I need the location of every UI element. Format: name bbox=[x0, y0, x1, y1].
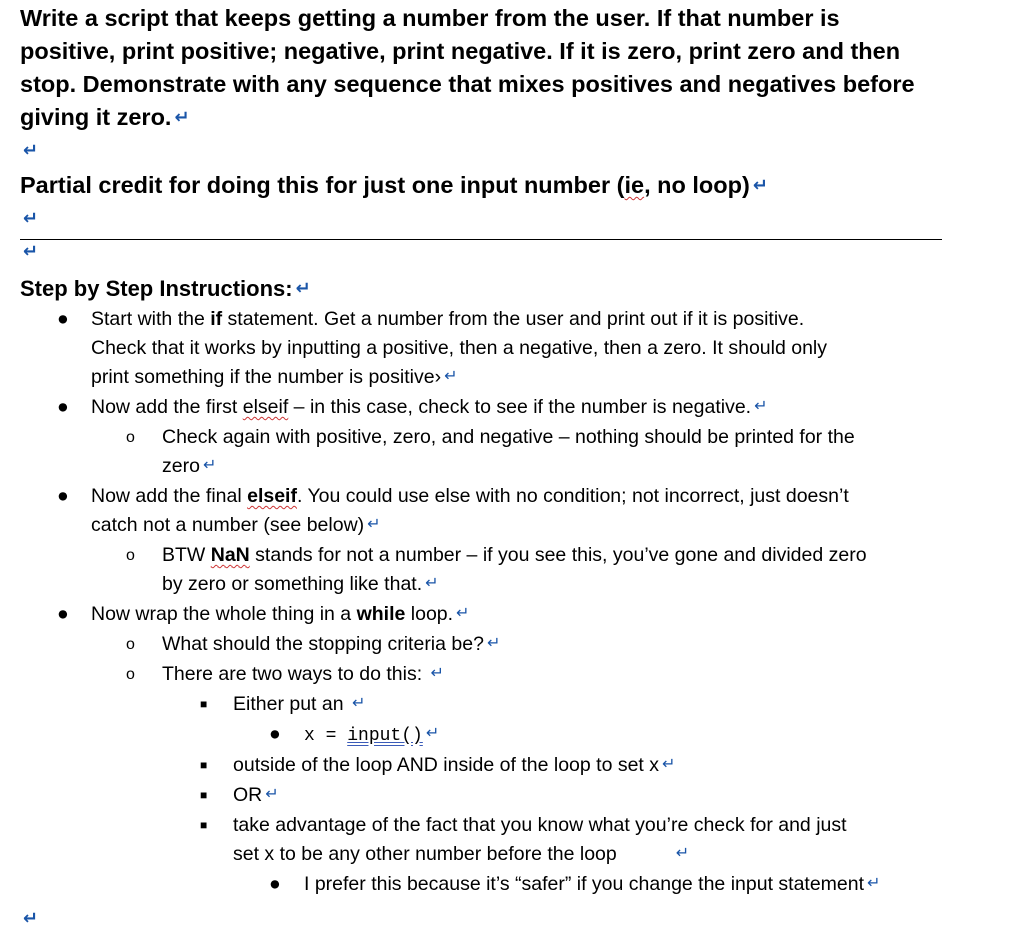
sub-sub-list bbox=[162, 751, 942, 870]
list-item: ■ OR ↵ bbox=[162, 781, 942, 811]
sub-list bbox=[91, 541, 942, 600]
bullet-icon: ● bbox=[57, 396, 69, 418]
paragraph-mark-icon: ↵ bbox=[456, 605, 470, 622]
bullet-icon: ● bbox=[269, 873, 281, 895]
deep-list bbox=[233, 870, 942, 900]
paragraph-mark-icon: ↵ bbox=[752, 175, 768, 195]
list-item: ■ take advantage of the fact that you know what you’re check for and just set x to be any other number before the loop ↵ bbox=[162, 811, 942, 870]
circle-bullet-icon: o bbox=[126, 547, 135, 564]
task-line: Write a script that keeps getting a number from the user. If that number is bbox=[20, 5, 840, 31]
paragraph-mark-icon: ↵ bbox=[23, 908, 39, 928]
code-list bbox=[233, 720, 942, 751]
spelling-flag: elseif bbox=[242, 396, 289, 418]
task-description bbox=[20, 0, 942, 136]
sub-list bbox=[91, 423, 942, 482]
sub-sub-list bbox=[162, 690, 942, 720]
bullet-icon: ● bbox=[57, 603, 69, 625]
task-line: stop. Demonstrate with any sequence that mixes positives and negatives before bbox=[20, 71, 915, 97]
paragraph-mark-icon: ↵ bbox=[23, 208, 39, 228]
paragraph-mark-icon: ↵ bbox=[352, 695, 366, 712]
steps-list bbox=[20, 600, 942, 630]
circle-bullet-icon: o bbox=[126, 636, 135, 653]
steps-heading: Step by Step Instructions: ↵ bbox=[20, 274, 942, 305]
square-bullet-icon: ■ bbox=[200, 818, 208, 832]
steps-list bbox=[20, 482, 942, 541]
code-snippet: x = input() bbox=[304, 726, 423, 746]
circle-bullet-icon: o bbox=[126, 666, 135, 683]
spelling-flag: elseif bbox=[247, 485, 297, 507]
empty-paragraph bbox=[20, 904, 942, 937]
paragraph-mark-icon: ↵ bbox=[174, 107, 190, 127]
task-line: giving it zero. ↵ bbox=[20, 101, 942, 136]
empty-paragraph bbox=[20, 240, 942, 270]
paragraph-mark-icon: ↵ bbox=[23, 241, 39, 261]
spelling-flag: NaN bbox=[210, 544, 250, 566]
paragraph-mark-icon: ↵ bbox=[265, 786, 279, 803]
list-item: ■ Either put an ↵ bbox=[162, 690, 942, 720]
list-item: ● Now add the final elseif. You could use else with no condition; not incorrect, just doesn’t catch not a number (see below) ↵ bbox=[20, 482, 942, 541]
circle-bullet-icon: o bbox=[126, 429, 135, 446]
empty-paragraph bbox=[20, 136, 942, 169]
list-item: o What should the stopping criteria be? ↵ bbox=[91, 630, 942, 660]
paragraph-mark-icon: ↵ bbox=[425, 725, 440, 742]
paragraph-mark-icon: ↵ bbox=[23, 140, 39, 160]
list-item: o There are two ways to do this: ↵ bbox=[91, 660, 942, 690]
grammar-flag: input() bbox=[347, 726, 423, 746]
paragraph-mark-icon: ↵ bbox=[425, 575, 439, 592]
paragraph-mark-icon: ↵ bbox=[444, 368, 458, 385]
square-bullet-icon: ■ bbox=[200, 758, 208, 772]
list-item: o BTW NaN stands for not a number – if you see this, you’ve gone and divided zero by zero or something like that. ↵ bbox=[91, 541, 942, 600]
bullet-icon: ● bbox=[269, 723, 281, 745]
partial-credit-note: Partial credit for doing this for just one input number (ie, no loop) ↵ bbox=[20, 169, 942, 204]
document-page bbox=[20, 0, 942, 937]
list-item: ● Now add the first elseif – in this case, check to see if the number is negative. ↵ bbox=[20, 393, 942, 423]
steps-list bbox=[20, 305, 942, 423]
paragraph-mark-icon: ↵ bbox=[367, 516, 381, 533]
list-item bbox=[233, 720, 942, 751]
paragraph-mark-icon: ↵ bbox=[430, 665, 444, 682]
paragraph-mark-icon: ↵ bbox=[867, 875, 881, 892]
empty-paragraph bbox=[20, 204, 942, 237]
paragraph-mark-icon: ↵ bbox=[486, 635, 501, 652]
task-line: positive, print positive; negative, print negative. If it is zero, print zero and then bbox=[20, 38, 901, 64]
list-item: ■ outside of the loop AND inside of the loop to set x ↵ bbox=[162, 751, 942, 781]
paragraph-mark-icon: ↵ bbox=[662, 756, 676, 773]
square-bullet-icon: ■ bbox=[200, 697, 208, 711]
spelling-flag: ie bbox=[624, 172, 645, 198]
paragraph-mark-icon: ↵ bbox=[754, 398, 768, 415]
bullet-icon: ● bbox=[57, 308, 69, 330]
sub-list bbox=[91, 630, 942, 690]
paragraph-mark-icon: ↵ bbox=[295, 278, 311, 298]
square-bullet-icon: ■ bbox=[200, 788, 208, 802]
list-item: ● Start with the if statement. Get a number from the user and print out if it is positive. Check that it works by inputting a positive, then a negative, then a zero. It should only print something if the number is positive› ↵ bbox=[20, 305, 942, 393]
paragraph-mark-icon: ↵ bbox=[675, 845, 690, 862]
list-item: o Check again with positive, zero, and negative – nothing should be printed for the zero ↵ bbox=[91, 423, 942, 482]
list-item: ● Now wrap the whole thing in a while loop. ↵ bbox=[20, 600, 942, 630]
list-item: ● I prefer this because it’s “safer” if you change the input statement ↵ bbox=[233, 870, 942, 900]
paragraph-mark-icon: ↵ bbox=[202, 457, 217, 474]
bullet-icon: ● bbox=[57, 485, 69, 507]
